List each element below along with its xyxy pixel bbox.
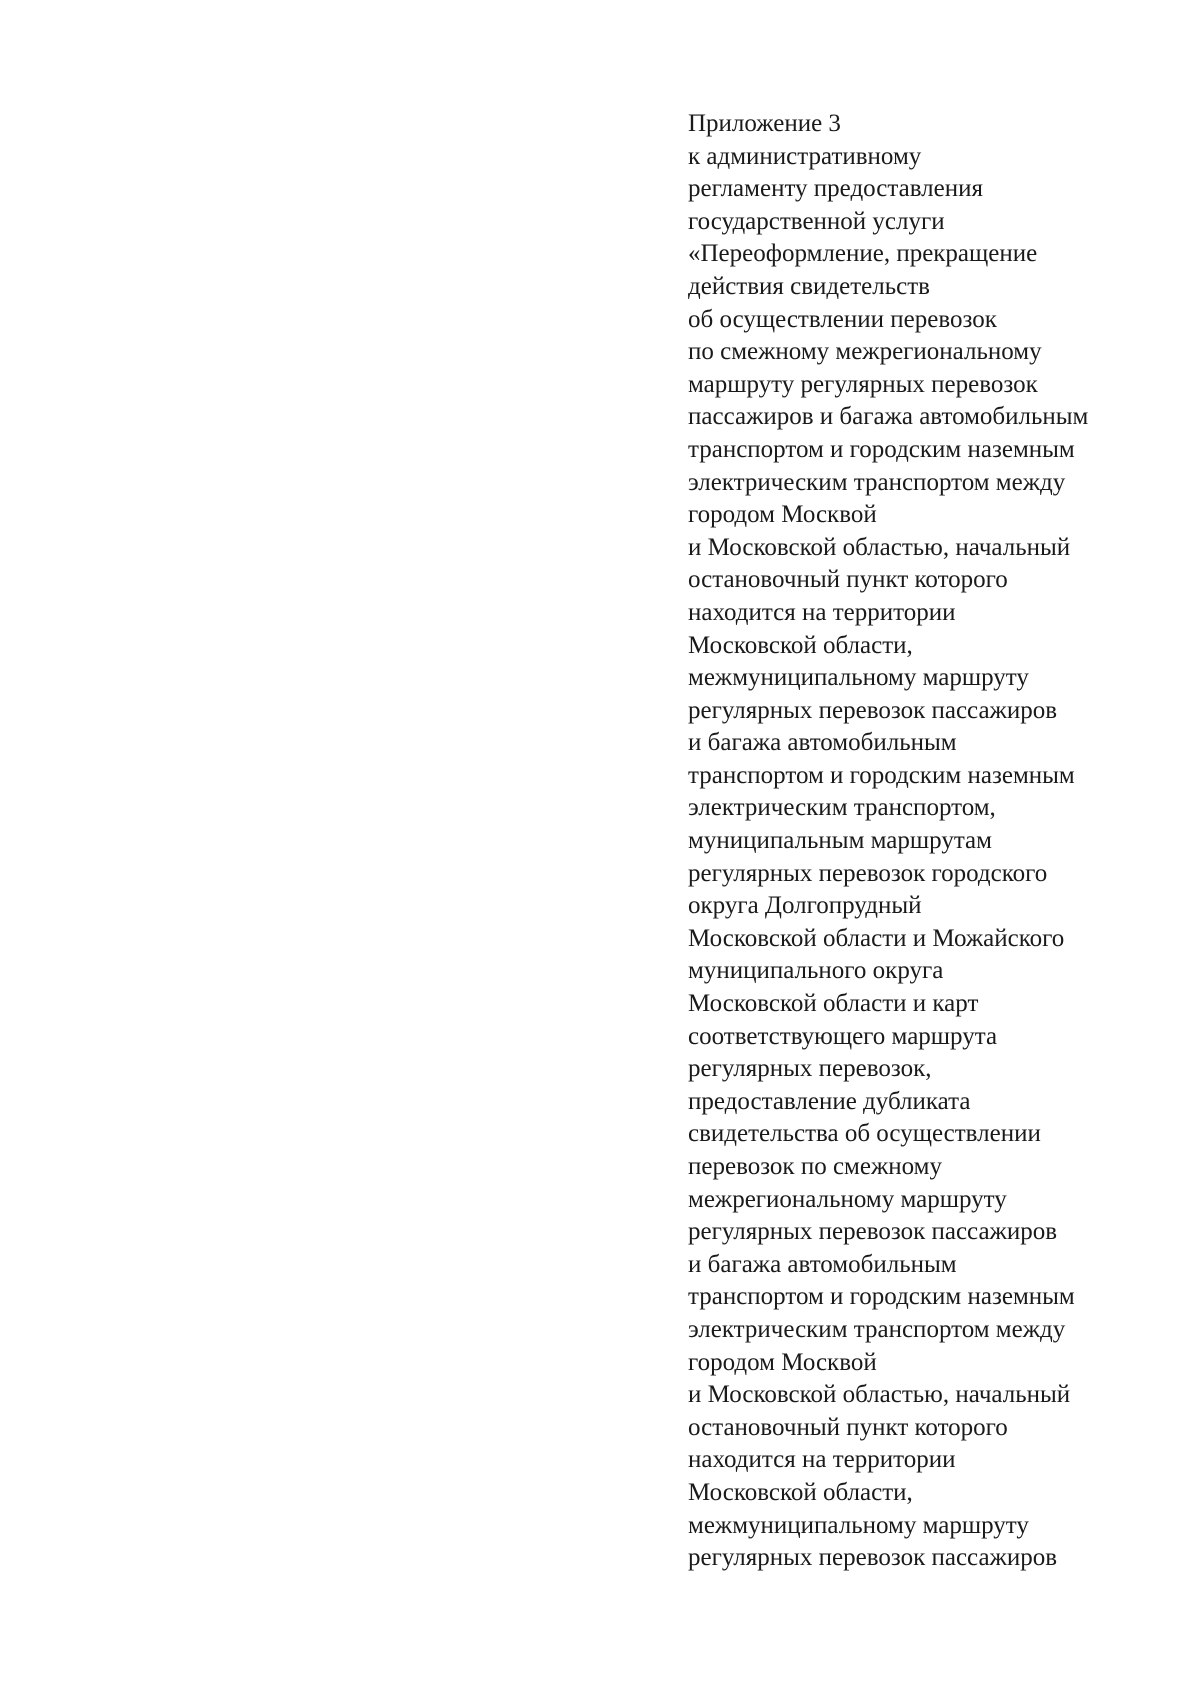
appendix-line: транспортом и городским наземным [688, 761, 1075, 789]
appendix-line: действия свидетельств [688, 272, 930, 300]
appendix-line: Московской области и карт [688, 990, 979, 1018]
appendix-line: Приложение 3 [688, 110, 841, 137]
appendix-line: и багажа автомобильным [688, 1250, 957, 1278]
appendix-line: об осуществлении перевозок [688, 305, 997, 333]
appendix-line: электрическим транспортом между [688, 468, 1066, 496]
appendix-line: транспортом и городским наземным [688, 1283, 1075, 1311]
appendix-line: государственной услуги [688, 207, 945, 235]
appendix-line: транспортом и городским наземным [688, 435, 1075, 463]
appendix-line: межмуниципальному маршруту [688, 664, 1029, 692]
appendix-line: предоставление дубликата [688, 1087, 971, 1115]
appendix-line: округа Долгопрудный [688, 892, 922, 920]
appendix-line: регулярных перевозок городского [688, 859, 1048, 887]
appendix-line: регулярных перевозок пассажиров [688, 1218, 1058, 1246]
appendix-line: перевозок по смежному [688, 1153, 942, 1180]
appendix-line: «Переоформление, прекращение [688, 240, 1038, 268]
appendix-line: находится на территории [688, 598, 956, 626]
appendix-line: пассажиров и багажа автомобильным [688, 403, 1089, 431]
appendix-line: электрическим транспортом, [688, 794, 996, 822]
appendix-line: Московской области, [688, 1478, 913, 1506]
appendix-line: Московской области и Можайского [688, 924, 1065, 952]
appendix-line: регулярных перевозок, [688, 1055, 932, 1083]
appendix-line: регулярных перевозок пассажиров [688, 1544, 1058, 1572]
appendix-line: находится на территории [688, 1446, 956, 1474]
appendix-line: остановочный пункт которого [688, 1413, 1008, 1441]
appendix-line: свидетельства об осуществлении [688, 1120, 1041, 1148]
appendix-line: городом Москвой [688, 1348, 877, 1376]
appendix-header [688, 108, 1188, 1575]
appendix-line: регулярных перевозок пассажиров [688, 696, 1058, 724]
appendix-line: муниципального округа [688, 957, 944, 985]
appendix-line: городом Москвой [688, 501, 877, 529]
appendix-line: и Московской областью, начальный [688, 1381, 1071, 1409]
appendix-line: маршруту регулярных перевозок [688, 370, 1038, 398]
appendix-line: Московской области, [688, 631, 913, 659]
appendix-line: межрегиональному маршруту [688, 1185, 1007, 1213]
appendix-line: муниципальным маршрутам [688, 827, 992, 855]
appendix-line: межмуниципальному маршруту [688, 1511, 1029, 1539]
appendix-line: электрическим транспортом между [688, 1315, 1066, 1343]
appendix-line: по смежному межрегиональному [688, 338, 1042, 366]
appendix-line: и багажа автомобильным [688, 729, 957, 757]
appendix-line: и Московской областью, начальный [688, 533, 1071, 561]
appendix-line: к административному [688, 142, 922, 170]
appendix-line: остановочный пункт которого [688, 566, 1008, 594]
appendix-line: регламенту предоставления [688, 175, 984, 203]
appendix-line: соответствующего маршрута [688, 1022, 998, 1050]
